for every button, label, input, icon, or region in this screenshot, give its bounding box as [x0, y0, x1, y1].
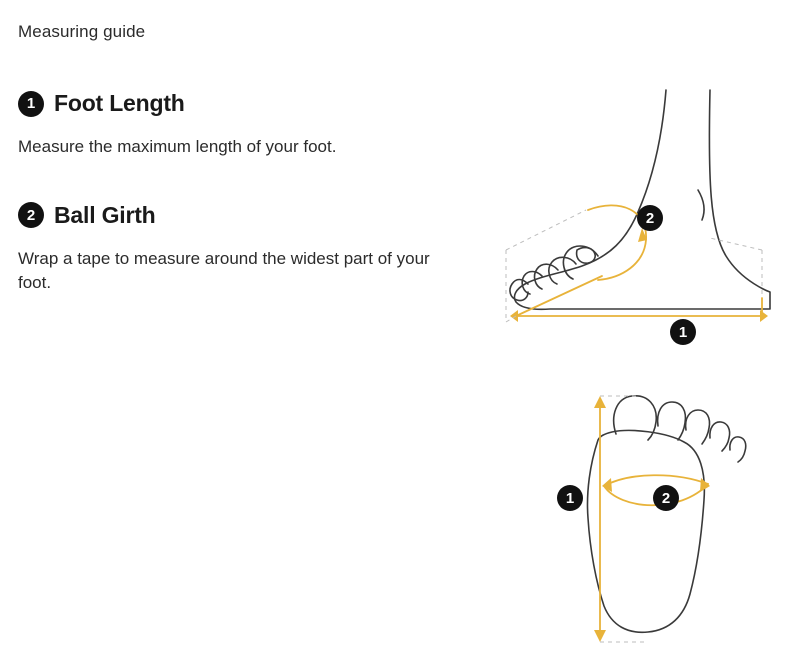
side-view-marker-1: [670, 319, 696, 345]
step-foot-length: [18, 90, 468, 160]
step-foot-length-title: Foot Length: [54, 90, 185, 116]
step-number-badge-2: 2: [18, 202, 44, 228]
step-number-badge-1: 1: [18, 91, 44, 117]
step-ball-girth-heading: [18, 202, 468, 229]
top-view-foot-figure: [470, 368, 790, 658]
side-view-marker-2: [637, 205, 663, 231]
step-foot-length-heading: [18, 90, 468, 117]
instructions-column: [18, 90, 468, 338]
side-view-marker-2-label: 2: [645, 210, 655, 227]
figures-panel: [470, 60, 790, 640]
step-ball-girth: [18, 202, 468, 296]
step-ball-girth-description: Wrap a tape to measure around the widest part of your foot.: [18, 248, 430, 293]
side-view-marker-1-label: 1: [678, 324, 688, 341]
step-foot-length-description: Measure the maximum length of your foot.: [18, 137, 337, 156]
page-title: Measuring guide: [18, 22, 146, 41]
top-view-marker-2: [653, 485, 679, 511]
top-view-marker-1-label: 1: [565, 490, 575, 507]
top-view-marker-2-label: 2: [661, 490, 671, 507]
top-view-marker-1: [557, 485, 583, 511]
step-ball-girth-title: Ball Girth: [54, 201, 156, 228]
side-view-foot-figure: [470, 60, 790, 360]
